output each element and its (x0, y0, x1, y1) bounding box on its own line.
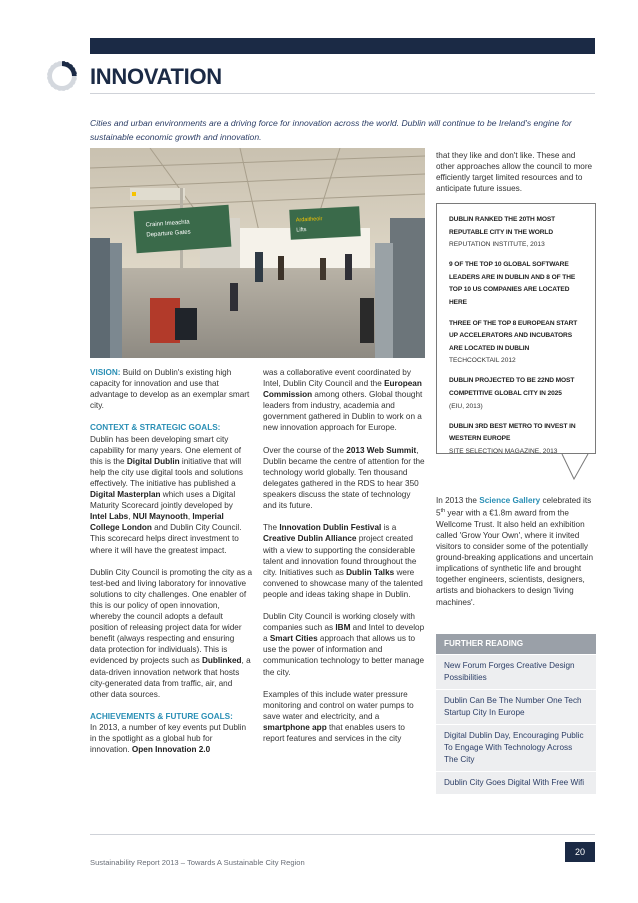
vision-label: VISION: (90, 368, 121, 377)
column-middle (263, 367, 425, 755)
mid-text-5a: Examples of this include water pressure monitoring and control on water pumps to save water and electricity, and a (263, 689, 414, 721)
mid-text-4e: approach that allows us to use the power of information and communication technology to better manage the city. (263, 634, 425, 677)
page-number: 20 (565, 842, 595, 862)
further-reading-link[interactable]: Dublin City Goes Digital With Free Wifi (436, 771, 596, 794)
sign-text-4: Lifts (296, 226, 307, 234)
sign-text-1: Crainn Imeachta (145, 219, 190, 229)
testbed-text-2: , a data-driven innovation network that hosts city-generated data from traffic, air, and other data sources. (90, 656, 251, 699)
context-text-1: Dublin has been developing smart city capability for many years. One element of this is the (90, 434, 242, 466)
context-text-2: initiative that will help the city use digital tools and solutions effectively. The initiative has published a (90, 456, 243, 488)
further-reading-link[interactable]: Digital Dublin Day, Encouraging Public To Engage With Technology Across The City (436, 724, 596, 771)
footer-text: Sustainability Report 2013 – Towards A Sustainable City Region (90, 858, 305, 867)
mid-paragraph-2 (263, 445, 425, 512)
sign-text-3: Ardaitheoir (295, 216, 323, 224)
mid-paragraph-3 (263, 522, 425, 600)
context-text-6: and Dublin City Council. This scorecard helps direct investment to where it will have the greatest impact. (90, 523, 242, 555)
fact-source: SITE SELECTION MAGAZINE, 2013 (449, 447, 558, 455)
mid-text-5c: that enables users to report features and services in the city (263, 723, 405, 744)
fact-heading: 9 OF THE TOP 10 GLOBAL SOFTWARE LEADERS ARE IN DUBLIN AND 8 OF THE TOP 10 US COMPANIES ARE LOCATED HERE (449, 261, 576, 306)
testbed-paragraph (90, 567, 252, 700)
fact-item (449, 318, 587, 368)
science-text-a: In 2013 the (436, 496, 480, 505)
achievements-text: In 2013, a number of key events put Dublin in the spotlight as a global hub for innovation. (90, 723, 247, 755)
nui-maynooth-bold: NUI Maynooth (132, 512, 188, 522)
achievements-paragraph (90, 722, 252, 755)
imperial-college-bold: Imperial College London (90, 512, 224, 533)
mid-text-2c: , Dublin became the centre of attention for the technology world globally. Ten thousand delegates gathered in the RDS to hear 350 speakers discuss the state of technology and its future. (263, 445, 425, 511)
airport-terminal-photo (90, 148, 425, 358)
mid-paragraph-5 (263, 689, 425, 744)
fact-source: REPUTATION INSTITUTE, 2013 (449, 241, 545, 249)
science-superscript: th (440, 508, 446, 515)
smart-cities-bold: Smart Cities (269, 634, 318, 644)
fact-source: TECHCOCKTAIL 2012 (449, 357, 516, 365)
ibm-bold: IBM (335, 623, 351, 633)
web-summit-bold: 2013 Web Summit (346, 445, 417, 455)
footer-divider (90, 834, 595, 835)
dublinked-bold: Dublinked (201, 656, 242, 666)
fact-source: (EIU, 2013) (449, 402, 483, 410)
mid-text-1c: among others. Global thought leaders from industry, academia and government gathered in Dublin to work on a new innovation approach for Europe. (263, 390, 423, 433)
fact-heading: THREE OF THE TOP 8 EUROPEAN START UP ACCELERATORS AND INCUBATORS ARE LOCATED IN DUBLIN (449, 319, 578, 352)
mid-paragraph-1 (263, 367, 425, 434)
column-right-top (436, 150, 596, 205)
context-paragraph (90, 434, 252, 556)
mid-text-4a: Dublin City Council is working closely with companies such as (263, 612, 415, 633)
column-right-bottom (436, 495, 596, 619)
callout-pointer (560, 452, 590, 482)
sign-text-2: Departure Gates (146, 229, 191, 239)
science-text-c: celebrated its 5 (436, 496, 592, 518)
further-reading-panel (436, 634, 596, 794)
context-heading: CONTEXT & STRATEGIC GOALS: (90, 423, 221, 433)
header-bar (90, 38, 595, 54)
fact-heading: DUBLIN 3RD BEST METRO TO INVEST IN WESTERN EUROPE (449, 422, 576, 443)
open-innovation-bold: Open Innovation 2.0 (131, 745, 211, 755)
digital-masterplan-bold: Digital Masterplan (90, 490, 161, 500)
vision-paragraph (90, 367, 252, 411)
smartphone-app-bold: smartphone app (263, 723, 327, 732)
further-reading-link[interactable]: Dublin Can Be The Number One Tech Startup City In Europe (436, 689, 596, 724)
fact-item (449, 375, 587, 412)
context-text-5: , (187, 512, 193, 522)
facts-callout-box (436, 203, 596, 454)
context-text-3: which uses a Digital Maturity Scorecard jointly developed by (90, 490, 236, 511)
fact-heading: DUBLIN RANKED THE 20TH MOST REPUTABLE CITY IN THE WORLD (449, 216, 556, 236)
innovation-festival-bold: Innovation Dublin Festival (279, 523, 382, 533)
creative-alliance-bold: Creative Dublin Alliance (263, 534, 357, 544)
right-top-paragraph: that they like and don't like. These and other approaches allow the council to more efficiently target limited resources and to anticipate future issues. (436, 151, 593, 194)
vision-text: Build on Dublin's existing high capacity for innovation and use that advantage to develop as an exemplar smart city. (90, 368, 250, 411)
science-gallery-paragraph (436, 495, 596, 608)
mid-text-3c: is a (381, 523, 397, 533)
further-reading-heading: FURTHER READING (436, 634, 596, 654)
title-divider (90, 93, 595, 94)
european-commission-bold: European Commission (263, 379, 422, 400)
dublin-talks-bold: Dublin Talks (346, 567, 395, 577)
intro-text: Cities and urban environments are a driving force for innovation across the world. Dublin will continue to be Ireland's engine for sustainable economic growth and innovation. (90, 118, 572, 142)
mid-text-3a: The (263, 523, 280, 533)
context-text-4: , (128, 512, 133, 522)
column-left (90, 367, 252, 766)
fact-heading: DUBLIN PROJECTED TO BE 22ND MOST COMPETITIVE GLOBAL CITY IN 2025 (449, 377, 575, 397)
science-gallery-highlight: Science Gallery (479, 496, 541, 505)
mid-text-3e: project created with a view to supporting the considerable talent and innovation found throughout the city. Initiatives such as (263, 534, 417, 577)
mid-paragraph-4 (263, 611, 425, 678)
digital-dublin-bold: Digital Dublin (126, 456, 180, 466)
mid-text-2a: Over the course of the (263, 445, 347, 455)
mid-text-4c: and Intel to develop a (263, 623, 425, 644)
further-reading-link[interactable]: New Forum Forges Creative Design Possibilities (436, 654, 596, 689)
intel-labs-bold: Intel Labs (90, 512, 129, 522)
page-title: INNOVATION (90, 64, 222, 89)
mid-text-3g: were convened to showcase many of the talented people and ideas taking shape in Dublin. (263, 567, 423, 599)
mid-text-1a: was a collaborative event coordinated by Intel, Dublin City Council and the (263, 368, 411, 389)
science-text-d: year with a €1.8m award from the Wellcome Trust. It also held an exhibition called 'Grow Your Own', where it invited visitors to consider some of the potentially ground-breaking applications and uncertain implications of synthetic life and brought together engineers, scientists, designers, artists and biohackers to design 'living machines'. (436, 508, 594, 607)
testbed-text-1: Dublin City Council is promoting the city as a test-bed and living laboratory for innovative solutions to city challenges. One enabler of this is our policy of open innovation, whereby the council adopts a default position of releasing project data for wider benefit (always respecting and ensuring data protection for individuals). This is evidenced by projects such as (90, 567, 252, 666)
fact-item (449, 214, 587, 251)
fact-item (449, 259, 587, 309)
achievements-heading: ACHIEVEMENTS & FUTURE GOALS: (90, 711, 233, 721)
pie-section-icon (46, 60, 78, 92)
